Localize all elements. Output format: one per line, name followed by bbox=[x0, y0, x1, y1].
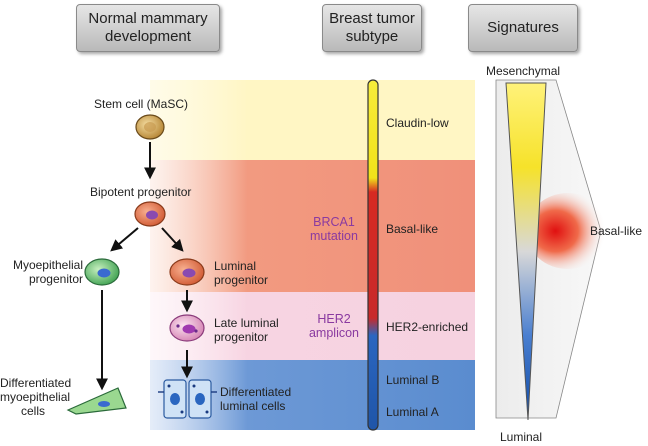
bipotent-progenitor-icon bbox=[135, 202, 165, 226]
stem-cell-icon bbox=[136, 115, 164, 139]
myoepithelial-progenitor-icon bbox=[85, 259, 119, 285]
arrow-bipotent-to-myoepithelial bbox=[112, 228, 138, 250]
label-stem-cell: Stem cell (MaSC) bbox=[94, 97, 189, 111]
luminal-progenitor-icon bbox=[170, 259, 204, 285]
label-myoepithelial-progenitor: Myoepithelial progenitor bbox=[12, 258, 83, 286]
subtype-basal-like: Basal-like bbox=[386, 222, 439, 236]
header-normal-development: Normal mammary development bbox=[76, 4, 220, 52]
label-differentiated-luminal: Differentiated luminal cells bbox=[220, 385, 292, 413]
subtype-her2-enriched: HER2-enriched bbox=[386, 320, 469, 334]
signature-mesenchymal: Mesenchymal bbox=[486, 64, 561, 78]
label-late-luminal-progenitor: Late luminal progenitor bbox=[214, 316, 279, 344]
label-brca1-mutation: BRCA1 mutation bbox=[310, 215, 358, 243]
signature-basal-like: Basal-like bbox=[590, 224, 643, 238]
late-luminal-progenitor-icon bbox=[170, 315, 204, 341]
label-luminal-progenitor: Luminal progenitor bbox=[214, 259, 269, 287]
label-differentiated-myoepithelial: Differentiated myoepithelial cells bbox=[0, 376, 72, 418]
subtype-luminal-a: Luminal A bbox=[386, 405, 439, 419]
subtype-luminal-b: Luminal B bbox=[386, 373, 440, 387]
signature-luminal: Luminal bbox=[500, 430, 543, 444]
subtype-claudin-low: Claudin-low bbox=[386, 116, 449, 130]
label-her2-amplicon: HER2 amplicon bbox=[308, 312, 360, 340]
differentiated-myoepithelial-icon bbox=[68, 388, 126, 414]
header-tumor-subtype: Breast tumor subtype bbox=[322, 4, 422, 52]
header-signatures: Signatures bbox=[468, 4, 578, 52]
subtype-bar bbox=[368, 80, 378, 430]
label-bipotent-progenitor: Bipotent progenitor bbox=[90, 185, 192, 199]
